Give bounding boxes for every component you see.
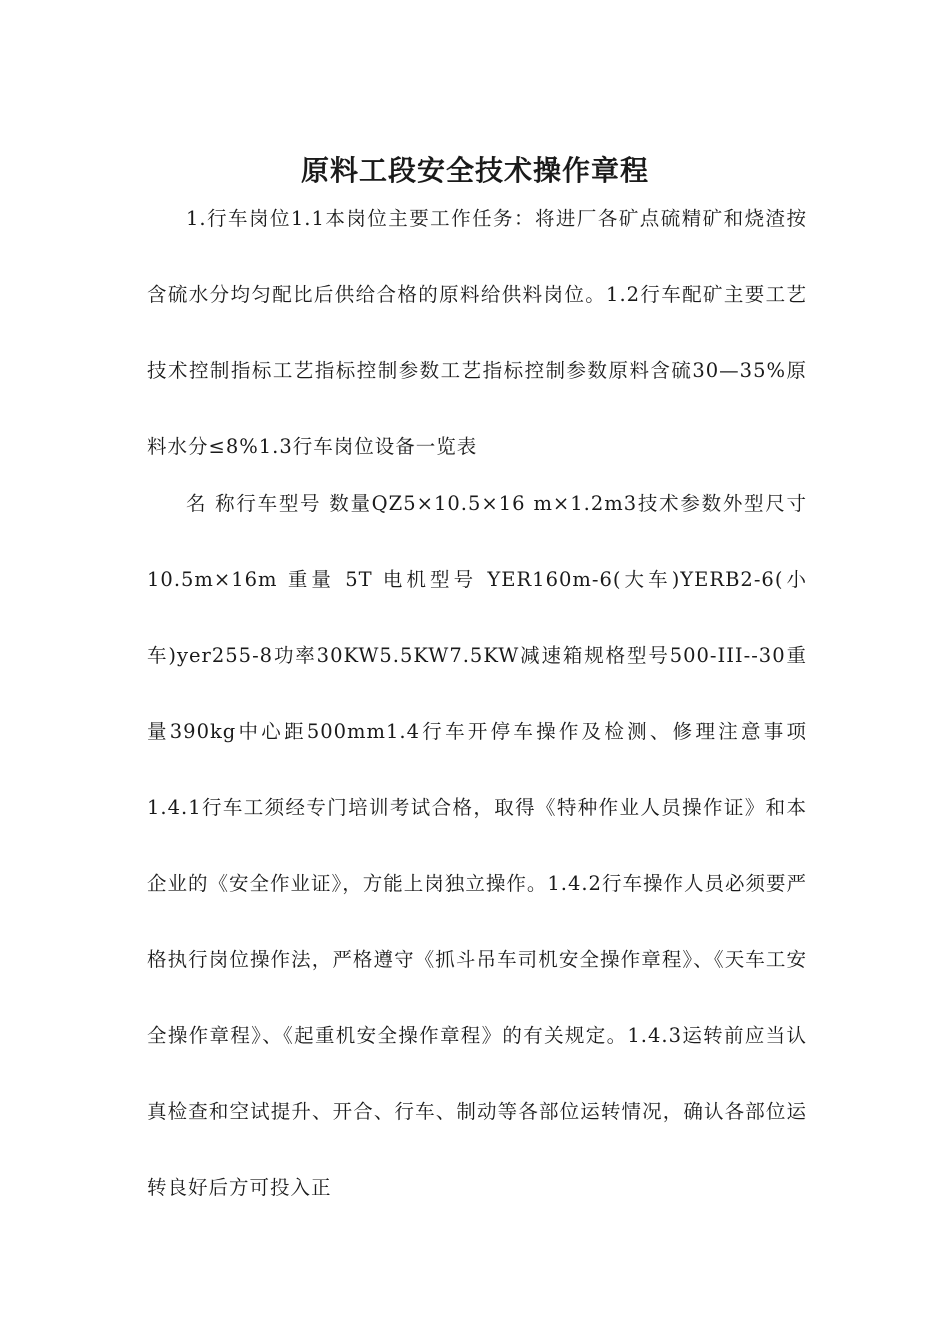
paragraph-2: 名 称行车型号 数量QZ5×10.5×16 m×1.2m3技术参数外型尺寸 10.5m×16m 重量 5T 电机型号 YER160m-6(大车)YERB2-6(小车)yer255-8功率30KW5.5KW7.5KW减速箱规格型号500-III--30重量390kg中心距500mm1.4行车开停车操作及检测、修理注意事项1.4.1行车工须经专门培训考试合格，取得《特种作业人员操作证》和本企业的《安全作业证》，方能上岗独立操作。1.4.2行车操作人员必须要严格执行岗位操作法，严格遵守《抓斗吊车司机安全操作章程》、《天车工安全操作章程》、《起重机安全操作章程》的有关规定。1.4.3运转前应当认真检查和空试提升、开合、行车、制动等各部位运转情况，确认各部位运转良好后方可投入正 [147, 492, 807, 1199]
document-title: 原料工段安全技术操作章程 [300, 153, 649, 187]
paragraph-1: 1.行车岗位1.1本岗位主要工作任务：将进厂各矿点硫精矿和烧渣按含硫水分均匀配比后供给合格的原料给供料岗位。1.2行车配矿主要工艺技术控制指标工艺指标控制参数工艺指标控制参数原料含硫30—35%原料水分≤8%1.3行车岗位设备一览表 [147, 207, 807, 458]
